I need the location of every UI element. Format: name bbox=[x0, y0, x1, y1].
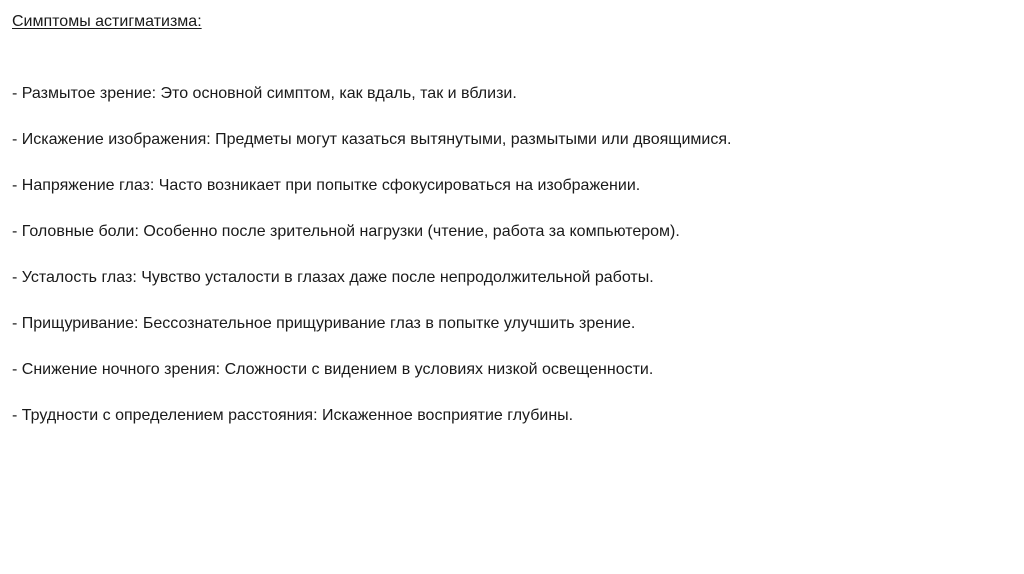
symptom-list bbox=[12, 84, 731, 452]
symptom-squinting: - Прищуривание: Бессознательное прищуривание глаз в попытке улучшить зрение. bbox=[12, 315, 636, 332]
symptom-eye-fatigue: - Усталость глаз: Чувство усталости в глазах даже после непродолжительной работы. bbox=[12, 269, 654, 286]
symptom-depth-perception: - Трудности с определением расстояния: Искаженное восприятие глубины. bbox=[12, 407, 574, 424]
symptom-headaches: - Головные боли: Особенно после зрительной нагрузки (чтение, работа за компьютером). bbox=[12, 223, 680, 240]
symptom-eye-strain: - Напряжение глаз: Часто возникает при попытке сфокусироваться на изображении. bbox=[12, 177, 641, 194]
symptom-blurred-vision: - Размытое зрение: Это основной симптом, как вдаль, так и вблизи. bbox=[12, 85, 517, 102]
slide-title: Симптомы астигматизма: bbox=[12, 13, 202, 30]
symptom-night-vision: - Снижение ночного зрения: Сложности с видением в условиях низкой освещенности. bbox=[12, 361, 654, 378]
symptom-image-distortion: - Искажение изображения: Предметы могут казаться вытянутыми, размытыми или двоящимися. bbox=[12, 131, 732, 148]
